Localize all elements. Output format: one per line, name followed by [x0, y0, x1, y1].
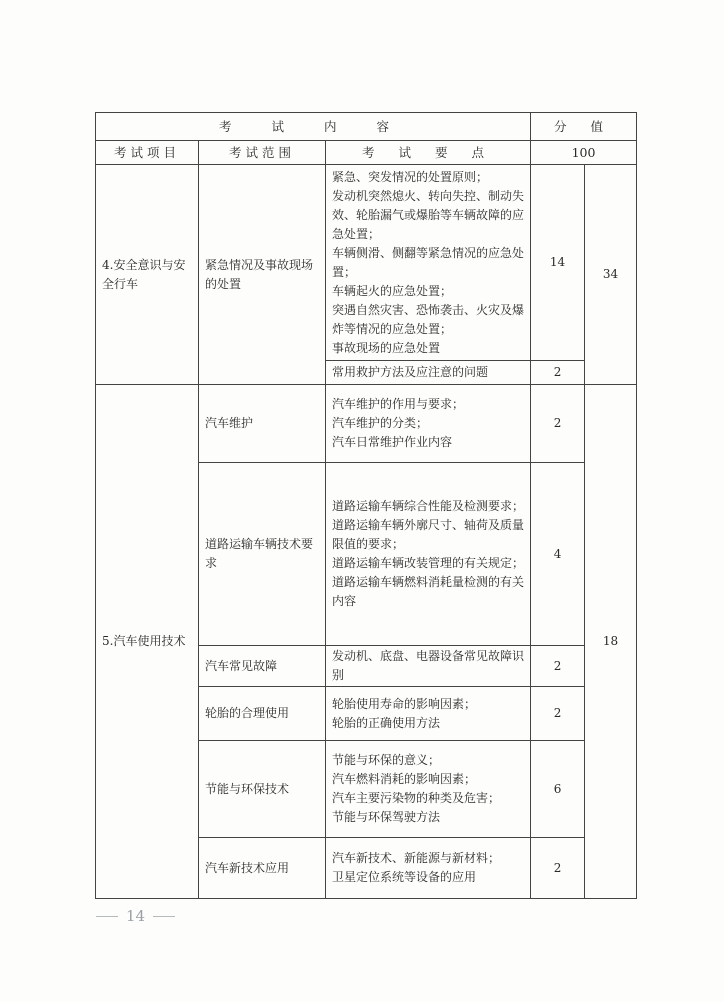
exam-scope: 汽车维护 — [199, 385, 326, 463]
exam-point: 汽车维护的分类； — [332, 416, 429, 430]
exam-item-vehicle-tech: 5.汽车使用技术 — [96, 385, 199, 899]
exam-point: 突遇自然灾害、恐怖袭击、火灾及爆炸等情况的应急处置； — [332, 302, 525, 336]
exam-point: 发动机、底盘、电器设备常见故障识别 — [332, 649, 525, 682]
header-exam-content: 考 试 内 容 — [96, 113, 531, 141]
exam-point: 车辆起火的应急处置； — [332, 283, 453, 298]
exam-point: 事故现场的应急处置 — [332, 340, 441, 355]
table-row — [96, 385, 637, 463]
header-exam-scope: 考试范围 — [199, 141, 326, 165]
footer-dash-left — [96, 916, 118, 917]
section-total-score: 18 — [585, 385, 637, 899]
exam-point: 汽车燃料消耗的影响因素； — [332, 772, 477, 786]
exam-points-cell — [326, 741, 531, 838]
score-cell: 2 — [531, 646, 585, 687]
exam-points-cell — [326, 165, 531, 361]
exam-point: 常用救护方法及应注意的问题 — [326, 361, 531, 385]
exam-points-cell — [326, 646, 531, 687]
exam-point: 道路运输车辆燃料消耗量检测的有关内容 — [332, 575, 525, 608]
score-cell: 6 — [531, 741, 585, 838]
exam-scope: 节能与环保技术 — [199, 741, 326, 838]
total-score: 100 — [531, 141, 637, 165]
exam-point: 汽车维护的作用与要求； — [332, 397, 465, 411]
exam-point: 道路运输车辆综合性能及检测要求； — [332, 499, 525, 513]
exam-scope: 道路运输车辆技术要求 — [199, 463, 326, 646]
exam-points-cell — [326, 385, 531, 463]
table-header-row — [96, 113, 637, 141]
exam-point: 发动机突然熄火、转向失控、制动失效、轮胎漏气或爆胎等车辆故障的应急处置； — [332, 188, 525, 241]
page-number: 14 — [126, 907, 146, 925]
header-exam-item: 考试项目 — [96, 141, 199, 165]
exam-scope: 汽车新技术应用 — [199, 838, 326, 899]
exam-point: 汽车主要污染物的种类及危害； — [332, 791, 501, 805]
page-footer — [96, 905, 196, 927]
score-cell: 2 — [531, 385, 585, 463]
score-cell: 14 — [531, 165, 585, 361]
exam-point: 道路运输车辆改装管理的有关规定； — [332, 556, 525, 570]
score-cell: 2 — [531, 687, 585, 741]
exam-item-safety: 4.安全意识与安全行车 — [96, 165, 199, 385]
table-row — [96, 165, 637, 361]
exam-point: 汽车日常维护作业内容 — [332, 435, 453, 449]
footer-dash-right — [153, 916, 175, 917]
exam-point: 节能与环保驾驶方法 — [332, 810, 441, 824]
exam-point: 卫星定位系统等设备的应用 — [332, 870, 477, 884]
exam-point: 轮胎的正确使用方法 — [332, 715, 441, 730]
section-total-score: 34 — [585, 165, 637, 385]
table-subheader-row — [96, 141, 637, 165]
exam-scope: 汽车常见故障 — [199, 646, 326, 687]
exam-point: 紧急、突发情况的处置原则； — [332, 169, 489, 184]
exam-point: 汽车新技术、新能源与新材料； — [332, 851, 501, 865]
exam-point: 节能与环保的意义； — [332, 753, 441, 767]
exam-scope: 紧急情况及事故现场的处置 — [199, 165, 326, 385]
exam-scope: 轮胎的合理使用 — [199, 687, 326, 741]
exam-points-cell — [326, 463, 531, 646]
header-exam-points: 考 试 要 点 — [326, 141, 531, 165]
header-score: 分 值 — [531, 113, 637, 141]
exam-point: 轮胎使用寿命的影响因素； — [332, 696, 477, 711]
exam-content-table — [95, 112, 637, 899]
score-cell: 2 — [531, 838, 585, 899]
exam-points-cell — [326, 838, 531, 899]
exam-point: 车辆侧滑、侧翻等紧急情况的应急处置； — [332, 245, 525, 279]
score-cell: 4 — [531, 463, 585, 646]
score-cell: 2 — [531, 361, 585, 385]
exam-points-cell — [326, 687, 531, 741]
exam-point: 道路运输车辆外廓尺寸、轴荷及质量限值的要求； — [332, 518, 525, 551]
